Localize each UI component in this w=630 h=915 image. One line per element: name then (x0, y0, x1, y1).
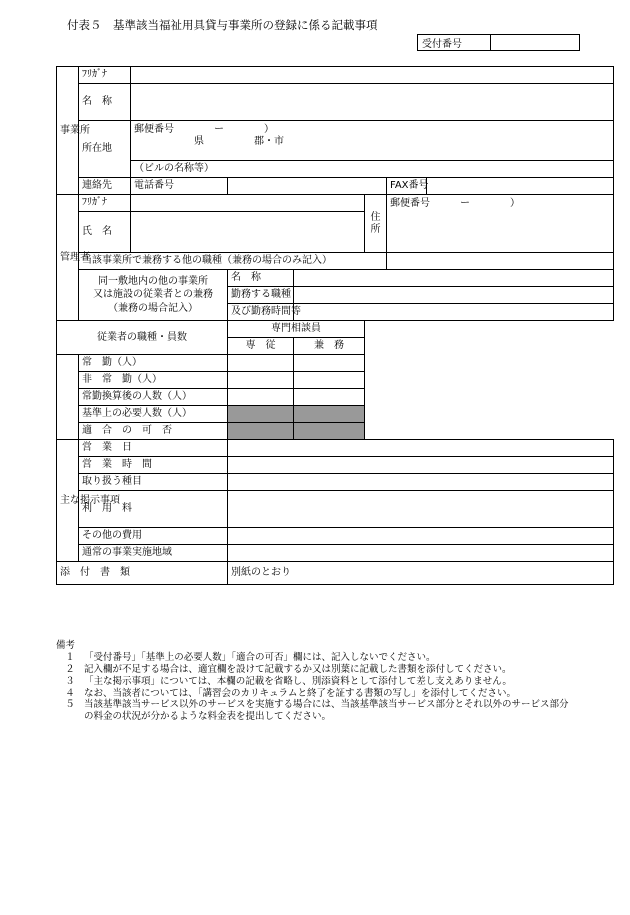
office-furigana-label: ﾌﾘｶﾞﾅ (79, 67, 131, 84)
remark-text: 「主な掲示事項」については、本欄の記載を省略し、別添資料として添付して差し支えありません。 (84, 675, 512, 687)
remark-number: ３ (65, 675, 75, 687)
office-fax-label: FAX番号 (387, 178, 427, 195)
manager-furigana-label: ﾌﾘｶﾞﾅ (79, 195, 131, 212)
office-building[interactable]: （ビルの名称等） (131, 161, 614, 178)
other-costs-field[interactable] (228, 528, 614, 545)
notices-section-label: 主な掲示事項 (57, 440, 79, 562)
parttime-concurrent-field[interactable] (294, 372, 365, 389)
manager-address-field[interactable] (387, 195, 614, 253)
receipt-number-label: 受付番号 (418, 35, 491, 51)
remark-text: なお、当該者については、「講習会のカリキュラムと終了を証する書類の写し」を添付してください。 (84, 687, 516, 699)
attachments-value: 別紙のとおり (228, 562, 614, 585)
parttime-full-field[interactable] (228, 372, 294, 389)
manager-same-site-line2: 又は施設の従業者との兼務 (93, 289, 213, 301)
manager-other-duty-field[interactable] (387, 253, 614, 270)
staff-indent (57, 355, 79, 440)
office-name-label: 名 称 (79, 84, 131, 121)
remark-text: 当該基準該当サービス以外のサービスを実施する場合には、当該基準該当サービス部分とそれ以外のサービス部分の料金の状況が分かるような料金表を提出してください。 (84, 699, 569, 723)
office-phone-field[interactable] (228, 178, 387, 195)
manager-name-label: 氏 名 (79, 212, 131, 253)
office-phone-label: 電話番号 (131, 178, 228, 195)
remark-item (56, 676, 576, 688)
staff-row-converted: 常勤換算後の人数（人） (79, 389, 228, 406)
fees-field[interactable] (228, 491, 614, 528)
office-address-field[interactable] (131, 121, 614, 161)
required-full-cell (228, 406, 294, 423)
staff-row-parttime: 非 常 勤（人） (79, 372, 228, 389)
consultant-header: 専門相談員 (228, 321, 365, 338)
manager-postal: 郵便番号 ー ） (390, 198, 520, 209)
document-title: 付表５ 基準該当福祉用具貸与事業所の登録に係る記載事項 (67, 18, 378, 32)
office-contact-label: 連絡先 (79, 178, 131, 195)
manager-name-field[interactable] (131, 212, 365, 253)
staff-header: 従業者の職種・員数 (57, 321, 228, 355)
notice-service-area: 通常の事業実施地域 (79, 545, 228, 562)
remark-number: ２ (65, 663, 75, 675)
converted-concurrent-field[interactable] (294, 389, 365, 406)
manager-furigana-field[interactable] (131, 195, 365, 212)
staff-row-required: 基準上の必要人数（人） (79, 406, 228, 423)
staff-blank-area (365, 321, 614, 440)
business-hours-field[interactable] (228, 457, 614, 474)
remark-item (56, 688, 576, 700)
manager-same-site-line3: （兼務の場合記入） (108, 302, 198, 314)
manager-same-site-label (79, 270, 228, 321)
manager-same-site-line1: 同一敷地内の他の事業所 (98, 275, 208, 287)
receipt-number-field[interactable] (491, 35, 580, 51)
remark-number: ４ (65, 687, 75, 699)
notice-items: 取り扱う種目 (79, 474, 228, 491)
office-furigana-field[interactable] (131, 67, 614, 84)
office-fax-field[interactable] (427, 178, 614, 195)
manager-other-duty-label: 当該事業所で兼務する他の職種（兼務の場合のみ記入） (79, 253, 387, 270)
remarks (56, 640, 576, 723)
notice-business-hours: 営 業 時 間 (79, 457, 228, 474)
office-address-label: 所在地 (79, 121, 131, 178)
registration-form (56, 66, 614, 585)
remarks-heading: 備考 (56, 640, 76, 651)
business-days-field[interactable] (228, 440, 614, 457)
manager-duty-label-2: 及び勤務時間等 (228, 304, 294, 321)
manager-address-label: 住 所 (365, 195, 387, 253)
remark-text: 「受付番号」「基準上の必要人数」「適合の可否」欄には、記入しないでください。 (84, 651, 436, 663)
remark-item (56, 664, 576, 676)
staff-row-fulltime: 常 勤（人） (79, 355, 228, 372)
manager-section-label: 管理者 (57, 195, 79, 321)
fulltime-full-field[interactable] (228, 355, 294, 372)
manager-duty-field[interactable] (294, 287, 614, 304)
office-name-field[interactable] (131, 84, 614, 121)
items-field[interactable] (228, 474, 614, 491)
manager-other-office-name-label: 名 称 (228, 270, 294, 287)
service-area-field[interactable] (228, 545, 614, 562)
notice-fees: 利 用 料 (79, 491, 228, 528)
compliance-full-cell (228, 423, 294, 440)
manager-duty-hours-field[interactable] (294, 304, 614, 321)
remark-item (56, 699, 576, 723)
office-postal: 郵便番号 ー ） (134, 124, 274, 135)
required-concurrent-cell (294, 406, 365, 423)
manager-other-office-name-field[interactable] (294, 270, 614, 287)
staff-row-compliance: 適 合 の 可 否 (79, 423, 228, 440)
notice-other-costs: その他の費用 (79, 528, 228, 545)
notice-business-days: 営 業 日 (79, 440, 228, 457)
converted-full-field[interactable] (228, 389, 294, 406)
receipt-number-box (417, 34, 580, 51)
fulltime-concurrent-field[interactable] (294, 355, 365, 372)
manager-duty-label-1: 勤務する職種 (228, 287, 294, 304)
remark-number: ５ (65, 699, 75, 711)
office-pref-city: 県 郡・市 (194, 135, 284, 147)
attachments-label: 添 付 書 類 (57, 562, 228, 585)
compliance-concurrent-cell (294, 423, 365, 440)
concurrent-header: 兼 務 (294, 338, 365, 355)
remark-item (56, 652, 576, 664)
office-section-label: 事業所 (57, 67, 79, 195)
remark-number: １ (65, 651, 75, 663)
remark-text: 記入欄が不足する場合は、適宜欄を設けて記載するか又は別葉に記載した書類を添付してください。 (84, 663, 512, 675)
full-time-header: 専 従 (228, 338, 294, 355)
